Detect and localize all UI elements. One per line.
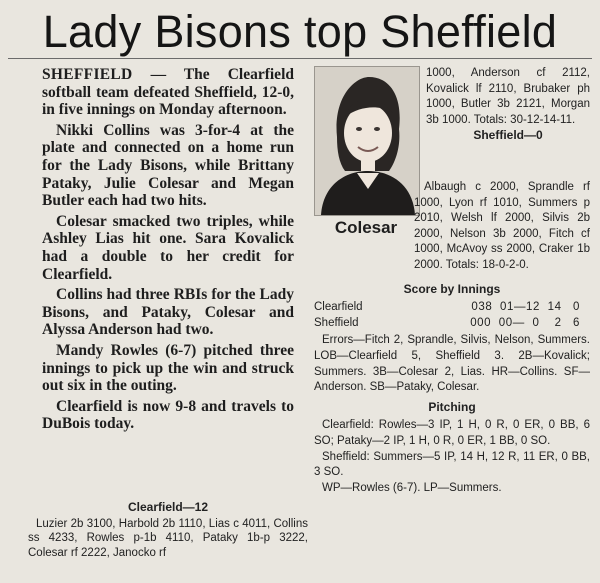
story-paragraph (42, 66, 294, 119)
player-photo (314, 66, 420, 216)
story-paragraph: Mandy Rowles (6-7) pitched three innings to pick up the win and struck out six in the outing. (42, 341, 294, 395)
clearfield-lineup: Luzier 2b 3100, Harbold 2b 1110, Lias c 4011, Collins ss 4233, Rowles p-1b 4110, Pataky 1b-p 3222, Colesar rf 2222, Janocko rf (28, 517, 308, 559)
innings-team: Sheffield (314, 316, 359, 329)
pitching-line: Sheffield: Summers—5 IP, 14 H, 12 R, 11 ER, 0 BB, 3 SO. (314, 450, 590, 479)
pitching-title: Pitching (428, 399, 476, 414)
innings-team: Clearfield (314, 301, 363, 314)
player-photo-image (315, 67, 419, 215)
story-column (42, 66, 294, 436)
sheffield-header: Sheffield—0 (473, 128, 543, 143)
headline: Lady Bisons top Sheffield (42, 6, 558, 57)
game-notes: Errors—Fitch 2, Sprandle, Silvis, Nelson, Summers. LOB—Clearfield 5, Sheffield 3. 2B—Kovalick; Summers. 3B—Colesar 2, Lias. HR—Collins. SF—Anderson. SB—Pataky, Colesar. (314, 334, 590, 394)
photo-caption: Colesar (334, 218, 398, 237)
pitching-line: Clearfield: Rowles—3 IP, 1 H, 0 R, 0 ER, 0 BB, 6 SO; Pataky—2 IP, 1 H, 0 R, 0 ER, 1 BB, 0 SO. (314, 419, 590, 447)
clearfield-lineup-continued: 1000, Anderson cf 2112, Kovalick lf 2110, Brubaker ph 1000, Butler 3b 2121, Morgan 3b 1000. Totals: 30-12-14-11. (426, 67, 590, 126)
clearfield-header: Clearfield—12 (127, 500, 209, 514)
story-paragraph: Nikki Collins was 3-for-4 at the plate and connected on a home run for the Lady Bisons, while Brittany Pataky, Julie Colesar and Megan Butler each had two hits. (42, 121, 294, 210)
pitching-line: WP—Rowles (6-7). LP—Summers. (322, 481, 502, 494)
box-score-details (314, 181, 590, 496)
dateline-dash: — (132, 66, 184, 83)
innings-line: 038 01—12 14 0 (471, 301, 580, 314)
paragraph-text: The Clearfield softball team defeated Sheffield, 12-0, in five innings on Monday afternoon. (42, 66, 294, 119)
story-paragraph: Colesar smacked two triples, while Ashley Lias hit one. Sara Kovalick had a double to her credit for Clearfield. (42, 212, 294, 283)
innings-row (314, 316, 590, 332)
innings-title: Score by Innings (403, 281, 501, 296)
dateline: SHEFFIELD (42, 66, 133, 83)
box-score-continued (426, 66, 590, 144)
story-paragraph: Collins had three RBIs for the Lady Bisons, and Pataky, Colesar and Alyssa Anderson had two. (42, 286, 294, 339)
innings-row (314, 300, 590, 316)
headline-rule (8, 58, 592, 59)
story-paragraph: Clearfield is now 9-8 and travels to DuBois today. (42, 397, 294, 433)
sheffield-lineup: Albaugh c 2000, Sprandle rf 1000, Lyon rf 1010, Summers p 2010, Welsh lf 2000, Silvis 2b 2000, Nelson 3b 2000, Fitch cf 1000, McAvoy ss 2000, Craker 1b 2000. Totals: 18-0-2-0. (414, 181, 590, 271)
innings-line: 000 00— 0 2 6 (470, 316, 580, 329)
box-score-clearfield (28, 500, 308, 560)
